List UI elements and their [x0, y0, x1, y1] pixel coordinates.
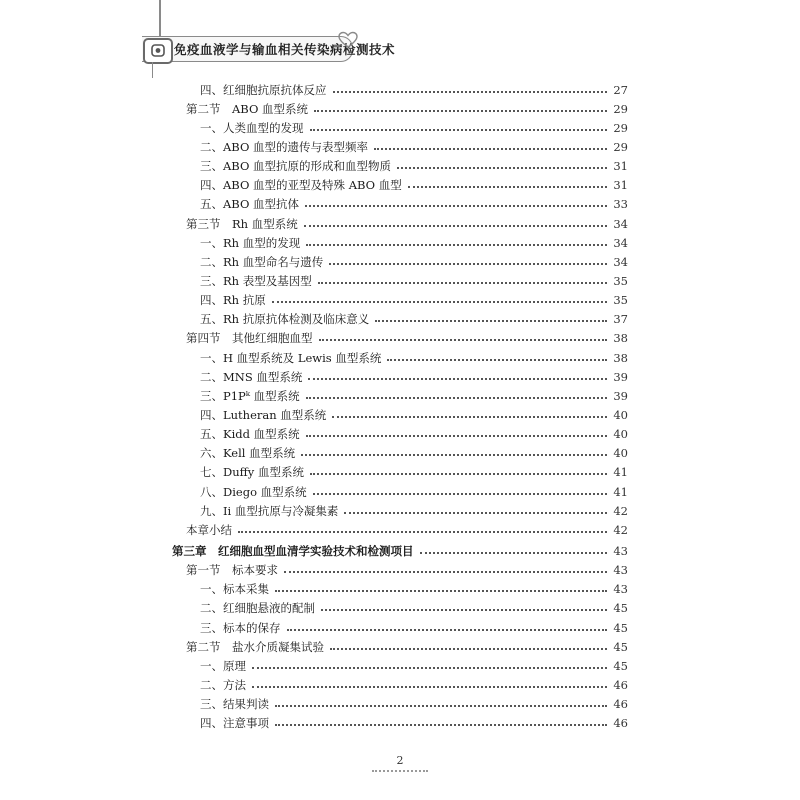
toc-entry-row — [172, 580, 628, 599]
toc-entry-row — [172, 386, 628, 405]
toc-entry-row — [172, 176, 628, 195]
dot-leader — [332, 416, 607, 418]
dot-leader — [330, 648, 607, 650]
toc-page-number: 45 — [613, 639, 628, 654]
toc-entry-title: 四、ABO 血型的亚型及特殊 ABO 血型 — [200, 178, 402, 193]
toc-section-row — [172, 561, 628, 580]
toc-entry-title: 三、P1Pᵏ 血型系统 — [200, 388, 300, 403]
dot-leader — [275, 724, 607, 726]
dot-leader — [306, 397, 608, 399]
dot-leader — [275, 590, 607, 592]
toc-entry-row — [172, 501, 628, 520]
toc-entry-row — [172, 157, 628, 176]
toc-entry-row — [172, 233, 628, 252]
dot-leader — [321, 609, 607, 611]
toc-entry-row — [172, 714, 628, 733]
toc-entry-title: 第一节 标本要求 — [186, 563, 278, 578]
toc-entry-row — [172, 675, 628, 694]
toc-entry-title: 第二节 ABO 血型系统 — [186, 101, 309, 116]
toc-entry-title: 四、红细胞抗原抗体反应 — [200, 82, 327, 97]
toc-entry-row — [172, 405, 628, 424]
toc-page-number: 33 — [613, 197, 628, 212]
footer-ornament — [372, 770, 428, 772]
dot-leader — [310, 473, 607, 475]
dot-leader — [420, 552, 608, 554]
toc-page-number: 35 — [613, 293, 628, 308]
dot-leader — [319, 339, 608, 341]
toc-page-number: 41 — [613, 465, 628, 480]
dot-leader — [318, 282, 608, 284]
toc-entry-row — [172, 656, 628, 675]
dot-leader — [397, 167, 607, 169]
table-of-contents — [172, 80, 628, 733]
toc-page-number: 40 — [613, 407, 628, 422]
toc-entry-row — [172, 271, 628, 290]
toc-entry-row — [172, 482, 628, 501]
toc-entry-row — [172, 367, 628, 386]
toc-page-number: 40 — [613, 427, 628, 442]
toc-page-number: 43 — [613, 543, 628, 558]
toc-section-row — [172, 329, 628, 348]
toc-page-number: 45 — [613, 620, 628, 635]
toc-entry-title: 第三章 红细胞血型血清学实验技术和检测项目 — [172, 543, 414, 558]
dot-leader — [306, 244, 607, 246]
dot-leader — [284, 571, 607, 573]
toc-page-number: 31 — [613, 178, 628, 193]
dot-leader — [333, 91, 608, 93]
toc-entry-title: 一、H 血型系统及 Lewis 血型系统 — [200, 350, 382, 365]
toc-entry-row — [172, 118, 628, 137]
toc-page-number: 29 — [613, 120, 628, 135]
dot-leader — [314, 110, 607, 112]
toc-entry-row — [172, 425, 628, 444]
toc-entry-title: 六、Kell 血型系统 — [200, 446, 296, 461]
dot-leader — [287, 629, 608, 631]
toc-entry-title: 二、方法 — [200, 677, 246, 692]
toc-page-number: 46 — [613, 697, 628, 712]
dot-leader — [304, 225, 608, 227]
toc-entry-row — [172, 695, 628, 714]
toc-page-number: 29 — [613, 139, 628, 154]
toc-entry-title: 第四节 其他红细胞血型 — [186, 331, 313, 346]
toc-page-number: 29 — [613, 101, 628, 116]
toc-page-number: 46 — [613, 716, 628, 731]
toc-entry-title: 八、Diego 血型系统 — [200, 484, 307, 499]
toc-section-row — [172, 214, 628, 233]
toc-entry-title: 第三节 Rh 血型系统 — [186, 216, 298, 231]
toc-page-number: 45 — [613, 658, 628, 673]
toc-page-number: 42 — [613, 522, 628, 537]
dot-leader — [374, 148, 607, 150]
dot-leader — [344, 512, 607, 514]
toc-page-number: 34 — [613, 235, 628, 250]
toc-entry-row — [172, 137, 628, 156]
dot-leader — [310, 129, 608, 131]
toc-entry-title: 五、Rh 抗原抗体检测及临床意义 — [200, 312, 370, 327]
toc-page-number: 34 — [613, 216, 628, 231]
toc-entry-title: 七、Duffy 血型系统 — [200, 465, 304, 480]
toc-entry-row — [172, 310, 628, 329]
toc-entry-title: 一、人类血型的发现 — [200, 120, 304, 135]
toc-entry-row — [172, 599, 628, 618]
toc-page-number: 43 — [613, 563, 628, 578]
toc-entry-title: 本章小结 — [186, 522, 232, 537]
toc-entry-row — [172, 444, 628, 463]
toc-page-number: 43 — [613, 582, 628, 597]
dot-leader — [387, 359, 607, 361]
toc-entry-title: 九、Ii 血型抗原与冷凝集素 — [200, 503, 339, 518]
dot-leader — [272, 301, 608, 303]
blood-bag-icon — [143, 38, 173, 64]
toc-entry-row — [172, 618, 628, 637]
heart-icon — [337, 30, 359, 50]
toc-page-number: 40 — [613, 446, 628, 461]
toc-entry-title: 五、Kidd 血型系统 — [200, 427, 300, 442]
page-number: 2 — [396, 754, 404, 767]
toc-entry-title: 三、Rh 表型及基因型 — [200, 273, 312, 288]
dot-leader — [313, 493, 608, 495]
toc-entry-title: 三、结果判读 — [200, 697, 269, 712]
toc-entry-title: 二、红细胞悬液的配制 — [200, 601, 315, 616]
dot-leader — [301, 454, 607, 456]
toc-entry-row — [172, 195, 628, 214]
toc-page-number: 45 — [613, 601, 628, 616]
toc-entry-row — [172, 80, 628, 99]
toc-entry-row — [172, 252, 628, 271]
toc-page-number: 39 — [613, 388, 628, 403]
toc-entry-title: 三、标本的保存 — [200, 620, 281, 635]
toc-entry-title: 二、ABO 血型的遗传与表型频率 — [200, 139, 369, 154]
toc-entry-row — [172, 291, 628, 310]
dot-leader — [275, 705, 607, 707]
toc-entry-title: 四、Lutheran 血型系统 — [200, 407, 327, 422]
toc-page-number: 38 — [613, 350, 628, 365]
toc-page-number: 38 — [613, 331, 628, 346]
dot-leader — [308, 378, 607, 380]
toc-page-number: 35 — [613, 273, 628, 288]
toc-page-number: 37 — [613, 312, 628, 327]
toc-chapter-row — [172, 541, 628, 560]
header-hanging-line — [159, 0, 161, 36]
toc-page-number: 42 — [613, 503, 628, 518]
dot-leader — [329, 263, 607, 265]
dot-leader — [252, 686, 607, 688]
toc-entry-title: 二、Rh 血型命名与遗传 — [200, 254, 324, 269]
dot-leader — [408, 186, 608, 188]
header-connector — [152, 62, 161, 78]
running-header-title: 免疫血液学与输血相关传染病检测技术 — [174, 42, 396, 57]
toc-section-row — [172, 520, 628, 539]
toc-page-number: 39 — [613, 369, 628, 384]
toc-entry-title: 四、注意事项 — [200, 716, 269, 731]
toc-entry-title: 二、MNS 血型系统 — [200, 369, 303, 384]
toc-page-number: 31 — [613, 159, 628, 174]
toc-entry-title: 一、标本采集 — [200, 582, 269, 597]
toc-entry-title: 一、原理 — [200, 658, 246, 673]
toc-entry-title: 一、Rh 血型的发现 — [200, 235, 301, 250]
toc-entry-title: 五、ABO 血型抗体 — [200, 197, 300, 212]
dot-leader — [238, 531, 607, 533]
dot-leader — [252, 667, 607, 669]
toc-entry-row — [172, 463, 628, 482]
dot-leader — [306, 435, 608, 437]
toc-page-number: 46 — [613, 677, 628, 692]
toc-section-row — [172, 99, 628, 118]
dot-leader — [375, 320, 607, 322]
toc-entry-title: 第二节 盐水介质凝集试验 — [186, 639, 324, 654]
toc-entry-row — [172, 348, 628, 367]
toc-entry-title: 四、Rh 抗原 — [200, 293, 266, 308]
dot-leader — [305, 205, 607, 207]
toc-entry-title: 三、ABO 血型抗原的形成和血型物质 — [200, 159, 392, 174]
toc-page-number: 27 — [613, 82, 628, 97]
toc-page-number: 41 — [613, 484, 628, 499]
toc-page-number: 34 — [613, 254, 628, 269]
toc-section-row — [172, 637, 628, 656]
